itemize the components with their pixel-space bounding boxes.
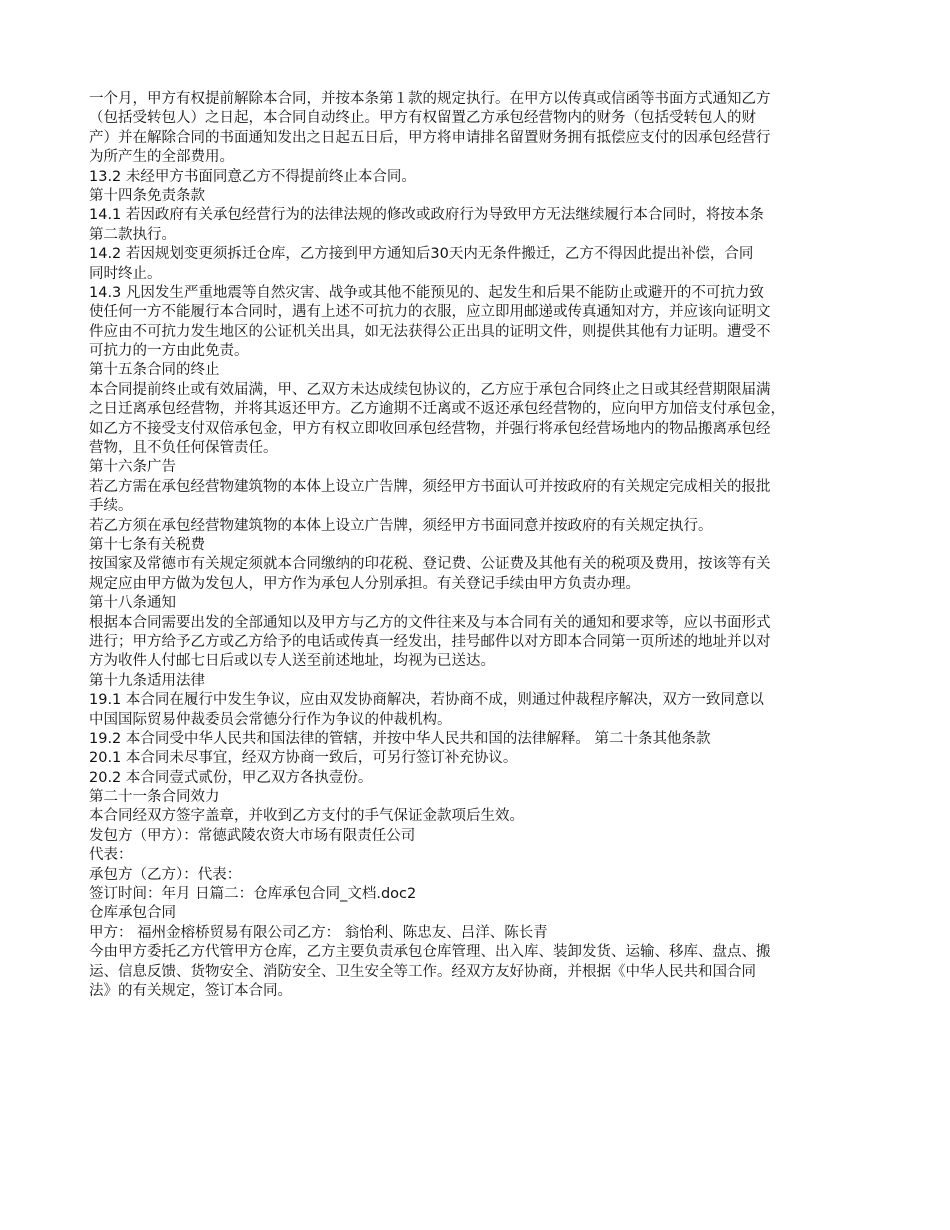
text-line: 若乙方须在承包经营物建筑物的本体上设立广告牌，须经甲方书面同意并按政府的有关规定执行。: [89, 517, 713, 534]
text-line: 20.2 本合同壹式贰份，甲乙双方各执壹份。: [89, 769, 373, 786]
text-line: 营物，且不负任何保管责任。: [89, 440, 278, 457]
text-line: 一个月，甲方有权提前解除本合同，并按本条第１款的规定执行。在甲方以传真或信函等书面方式通知乙方: [89, 91, 771, 107]
text-line: 同时终止。: [89, 265, 162, 282]
text-line: 甲方： 福州金榕桥贸易有限公司乙方： 翁怡利、陈忠友、吕洋、陈长青: [89, 924, 548, 941]
text-line: 发包方（甲方）：常德武陵农资大市场有限责任公司: [89, 827, 416, 844]
text-line: 之日迁离承包经营物，并将其返还甲方。乙方逾期不迁离或不返还承包经营物的，应向甲方加倍支付承包金，: [89, 401, 785, 418]
text-line: 第二款执行。: [89, 226, 176, 243]
text-line: 第十九条适用法律: [89, 672, 205, 689]
text-line: 进行；甲方给予乙方或乙方给予的电话或传真一经发出，挂号邮件以对方即本合同第一页所述的地址并以对: [89, 633, 771, 650]
text-line: 规定应由甲方做为发包人，甲方作为承包人分别承担。有关登记手续由甲方负责办理。: [89, 575, 640, 592]
text-line: 代表：: [89, 847, 133, 864]
document-body: [89, 90, 869, 1001]
text-line: 第二十一条合同效力: [89, 789, 220, 806]
text-line: 法》的有关规定，签订本合同。: [89, 982, 292, 999]
text-line: 今由甲方委托乙方代管甲方仓库，乙方主要负责承包仓库管理、出入库、装卸发货、运输、移库、盘点、搬: [89, 944, 771, 961]
text-line: （包括受转包人）之日起，本合同自动终止。甲方有权留置乙方承包经营物内的财务（包括受转包人的财: [89, 110, 756, 127]
text-line: 方为收件人付邮七日后或以专人送至前述地址，均视为已送达。: [89, 653, 495, 670]
text-line: 运、信息反馈、货物安全、消防安全、卫生安全等工作。经双方友好协商，并根据《中华人民共和国合同: [89, 963, 756, 980]
text-line: 19.1 本合同在履行中发生争议，应由双发协商解决，若协商不成，则通过仲裁程序解决，双方一致同意以: [89, 692, 764, 709]
text-line: 19.2 本合同受中华人民共和国法律的管辖，并按中华人民共和国的法律解释。 第二十条其他条款: [89, 730, 711, 747]
text-line: 若乙方需在承包经营物建筑物的本体上设立广告牌，须经甲方书面认可并按政府的有关规定完成相关的报批: [89, 478, 771, 495]
text-line: 本合同经双方签字盖章，并收到乙方支付的手气保证金款项后生效。: [89, 808, 524, 825]
text-line: 根据本合同需要出发的全部通知以及甲方与乙方的文件往来及与本合同有关的通知和要求等，应以书面形式: [89, 614, 771, 631]
text-line: 为所产生的全部费用。: [89, 149, 234, 166]
text-line: 仓库承包合同: [89, 905, 176, 922]
text-line: 14.3 凡因发生严重地震等自然灾害、战争或其他不能预见的、起发生和后果不能防止或避开的不可抗力致: [89, 284, 764, 301]
text-line: 第十四条免责条款: [89, 187, 205, 204]
text-line: 第十五条合同的终止: [89, 362, 220, 379]
text-line: 按国家及常德市有关规定须就本合同缴纳的印花税、登记费、公证费及其他有关的税项及费用，按该等有关: [89, 556, 771, 573]
text-line: 第十七条有关税费: [89, 536, 205, 553]
text-line: 如乙方不接受支付双倍承包金，甲方有权立即收回承包经营物，并强行将承包经营场地内的物品搬离承包经: [89, 420, 771, 437]
text-line: 14.1 若因政府有关承包经营行为的法律法规的修改或政府行为导致甲方无法继续履行本合同时，将按本条: [89, 207, 764, 224]
text-line: 13.2 未经甲方书面同意乙方不得提前终止本合同。: [89, 168, 416, 185]
text-line: 中国国际贸易仲裁委员会常德分行作为争议的仲裁机构。: [89, 711, 452, 728]
text-line: 第十八条通知: [89, 595, 176, 612]
text-line: 20.1 本合同未尽事宜，经双方协商一致后，可另行签订补充协议。: [89, 750, 518, 767]
text-line: 件应由不可抗力发生地区的公证机关出具，如无法获得公正出具的证明文件，则提供其他有力证明。遭受不: [89, 323, 771, 340]
text-line: 使任何一方不能履行本合同时，遇有上述不可抗力的衣服，应立即用邮递或传真通知对方，并应该向证明文: [89, 304, 771, 321]
text-line: 产）并在解除合同的书面通知发出之日起五日后，甲方将申请排名留置财务拥有抵偿应支付的因承包经营行: [89, 129, 771, 146]
text-line: 14.2 若因规划变更须拆迁仓库，乙方接到甲方通知后30天内无条件搬迁，乙方不得因此提出补偿，合同: [89, 246, 754, 263]
text-line: 第十六条广告: [89, 459, 176, 476]
text-line: 签订时间：年月 日篇二：仓库承包合同_文档.doc2: [89, 886, 417, 903]
text-line: 可抗力的一方由此免责。: [89, 343, 249, 360]
text-line: 手续。: [89, 498, 133, 515]
text-line: 承包方（乙方）：代表：: [89, 866, 242, 883]
text-line: 本合同提前终止或有效届满，甲、乙双方未达成续包协议的，乙方应于承包合同终止之日或其经营期限届满: [89, 381, 771, 398]
